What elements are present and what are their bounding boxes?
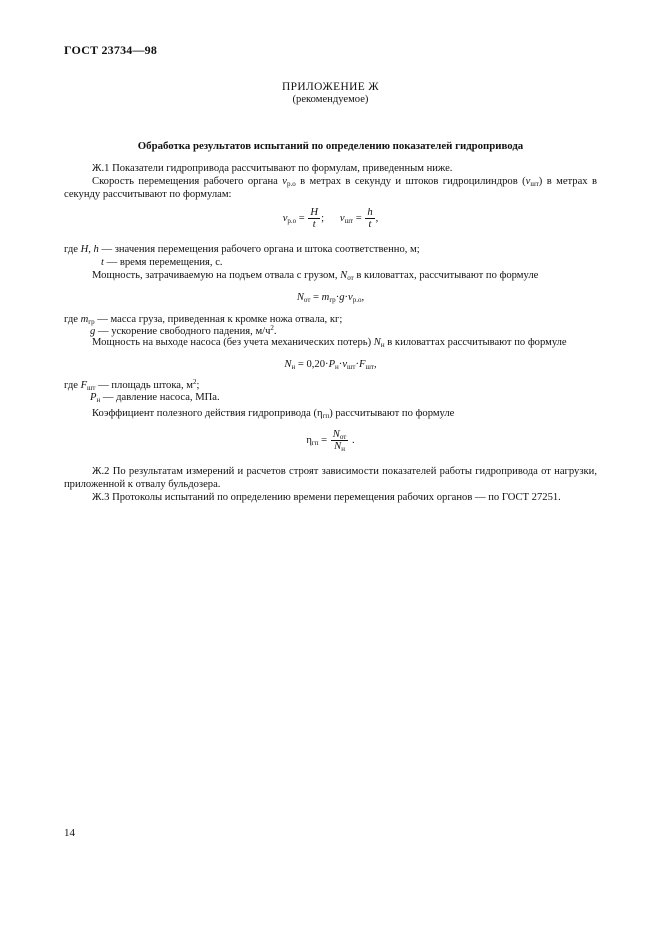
appendix-title: ПРИЛОЖЕНИЕ Ж [282, 81, 379, 93]
fraction-h-over-t: $\frac{h}{t}$ [367, 207, 373, 230]
fraction-H-over-t: $\frac{H}{t}$ [310, 207, 319, 230]
formula-speed: $v_{р.о}$ = $\frac{H}{t}$ ; $v_{шт}$ = $\frac{h}{t}$ , [282, 207, 379, 230]
formula-efficiency: $\eta_{гп}$ = $\frac{N_{от}}{N_н}$ . [306, 429, 355, 453]
legend-t: t — время перемещения, с. [101, 257, 223, 268]
document-code-header: ГОСТ 23734—98 [64, 43, 158, 57]
formula-power-lift: $N_{от} = m_{гр}\cdot g\cdot v_{р.о}$, [296, 292, 365, 304]
paragraph-zh3: Ж.3 Протоколы испытаний по определению времени перемещения рабочих органов — по ГОСТ 27251. [92, 492, 561, 503]
paragraph-efficiency: Коэффициент полезного действия гидропривода $(\eta_{гп})$ рассчитывают по формуле [92, 408, 455, 420]
paragraph-pump-power: Мощность на выходе насоса (без учета механических потерь) $N_н$ в киловаттах рассчитывают по формуле [92, 337, 567, 349]
paragraph-zh2: Ж.2 По результатам измерений и расчетов строят зависимости показателей работы гидропривода от нагрузки, приложенной к отвалу бульдозера. [64, 466, 597, 490]
legend-g: g — ускорение свободного падения, $м/ч^2$. [90, 324, 277, 337]
paragraph-power: Мощность, затрачиваемую на подъем отвала с грузом, $N_{от}$ в киловаттах, рассчитывают по формуле [92, 270, 539, 282]
legend-m: где $m_{гр}$ — масса груза, приведенная к кромке ножа отвала, кг; [64, 314, 343, 326]
page-number: 14 [64, 827, 75, 839]
formula-pump-power: $N_н = 0,20\cdot P_н\cdot v_{шт}\cdot F_{шт}$, [284, 359, 377, 371]
paragraph-speed: Скорость перемещения рабочего органа $v_{р.о}$ в метрах в секунду и штоков гидроцилиндров $(v_{шт})$ в метрах в секунду рассчитывают по формулам: [64, 176, 597, 200]
appendix-subtitle: (рекомендуемое) [292, 94, 369, 105]
paragraph-zh1: Ж.1 Показатели гидропривода рассчитывают по формулам, приведенным ниже. [92, 163, 453, 174]
section-title: Обработка результатов испытаний по определению показателей гидропривода [137, 140, 524, 152]
fraction-Not-over-Nn: $\frac{N_{от}}{N_н}$ [332, 429, 347, 453]
legend-P: $P_н$ — давление насоса, МПа. [90, 392, 220, 404]
legend-F: где $F_{шт}$ — площадь штока, $м^2$; [64, 378, 200, 392]
legend-H-h: где H, h — значения перемещения рабочего органа и штока соответственно, м; [64, 244, 420, 255]
